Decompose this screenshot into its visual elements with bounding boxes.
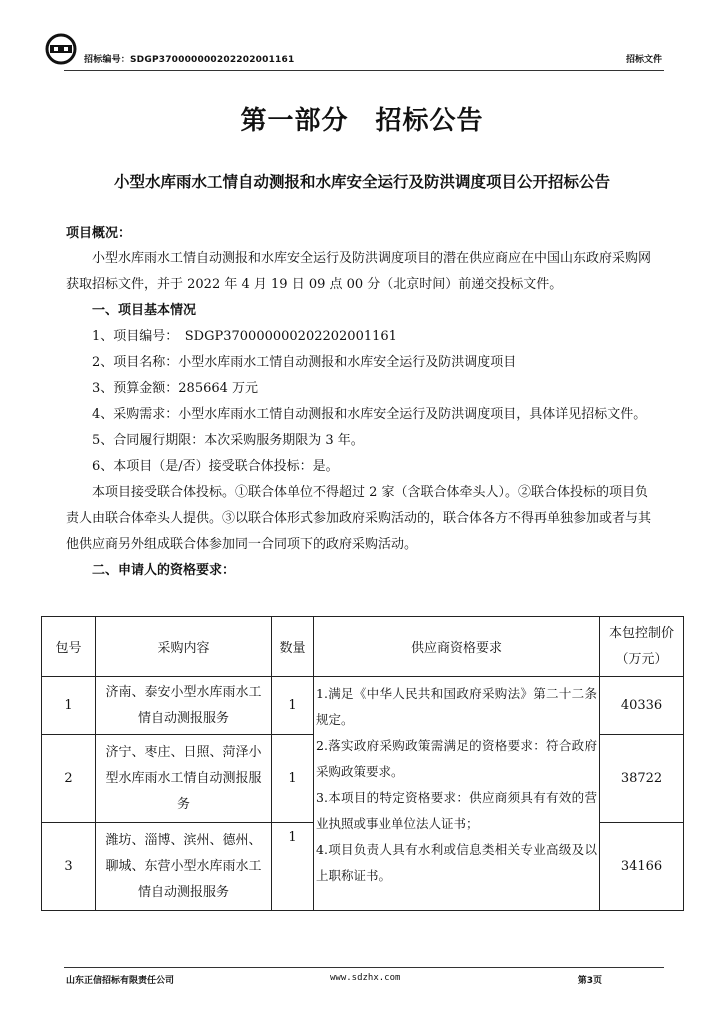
item-project-name: 2、项目名称：小型水库雨水工情自动测报和水库安全运行及防洪调度项目: [92, 355, 517, 370]
control-price: 38722: [600, 735, 684, 823]
announcement-title: 小型水库雨水工情自动测报和水库安全运行及防洪调度项目公开招标公告: [113, 172, 610, 191]
page-footer: [64, 967, 664, 990]
item-consortium: 6、本项目（是/否）接受联合体投标：是。: [92, 459, 339, 474]
company-logo-icon: [44, 32, 78, 66]
page-number: 第3页: [577, 976, 602, 986]
table-header-row: [42, 617, 684, 677]
requirement-item: 1.满足《中华人民共和国政府采购法》第二十二条规定。: [316, 686, 597, 727]
procurement-content: 潍坊、淄博、滨州、德州、聊城、东营小型水库雨水工情自动测报服务: [96, 823, 272, 911]
supplier-requirements: [314, 677, 600, 911]
quantity: 1: [272, 677, 314, 735]
header-cell: 采购内容: [96, 617, 272, 677]
item-project-number: 1、项目编号： SDGP370000000202202001161: [92, 329, 397, 344]
item-budget: 3、预算金额：285664 万元: [92, 381, 259, 396]
header-cell: 数量: [272, 617, 314, 677]
footer-company: 山东正信招标有限责任公司: [66, 976, 175, 986]
item-requirements: 4、采购需求：小型水库雨水工情自动测报和水库安全运行及防洪调度项目，具体详见招标文件。: [92, 407, 647, 422]
header-cell: 包号: [42, 617, 96, 677]
procurement-content: 济南、泰安小型水库雨水工情自动测报服务: [96, 677, 272, 735]
requirement-item: 4.项目负责人具有水利或信息类相关专业高级及以上职称证书。: [316, 842, 597, 883]
qualification-table: [41, 616, 684, 911]
section2-heading: 二、申请人的资格要求：: [92, 563, 236, 578]
item-contract-period: 5、合同履行期限：本次采购服务期限为 3 年。: [92, 433, 364, 448]
package-number: 2: [42, 735, 96, 823]
header-cell: 本包控制价（万元）: [600, 617, 684, 677]
table-row: [42, 677, 684, 735]
overview-text: 小型水库雨水工情自动测报和水库安全运行及防洪调度项目的潜在供应商应在中国山东政府采购网获取招标文件，并于 2022 年 4 月 19 日 09 点 00 分（北京时间）前递交投标文件。: [66, 251, 652, 292]
body-content: [66, 246, 661, 584]
package-number: 1: [42, 677, 96, 735]
control-price: 40336: [600, 677, 684, 735]
procurement-content: 济宁、枣庄、日照、菏泽小型水库雨水工情自动测报服务: [96, 735, 272, 823]
document-type: 招标文件: [625, 55, 662, 65]
part-title: 第一部分 招标公告: [240, 106, 484, 136]
overview-heading: 项目概况：: [66, 226, 132, 241]
quantity: 1: [272, 735, 314, 823]
requirement-item: 3.本项目的特定资格要求：供应商须具有有效的营业执照或事业单位法人证书；: [316, 790, 597, 831]
control-price: 34166: [600, 823, 684, 911]
page-header: [64, 44, 664, 71]
package-number: 3: [42, 823, 96, 911]
section1-heading: 一、项目基本情况: [92, 303, 197, 318]
header-cell: 供应商资格要求: [314, 617, 600, 677]
tender-number: 招标编号：SDGP370000000202202001161: [84, 55, 295, 65]
requirement-item: 2.落实政府采购政策需满足的资格要求：符合政府采购政策要求。: [316, 738, 597, 779]
consortium-details: 本项目接受联合体投标。①联合体单位不得超过 2 家（含联合体牵头人）。②联合体投标的项目负责人由联合体牵头人提供。③以联合体形式参加政府采购活动的，联合体各方不得再单独参加或者与其他供应商另外组成联合体参加同一合同项下的政府采购活动。: [66, 485, 652, 552]
quantity: 1: [272, 823, 314, 911]
footer-website: www.sdzhx.com: [330, 973, 401, 983]
